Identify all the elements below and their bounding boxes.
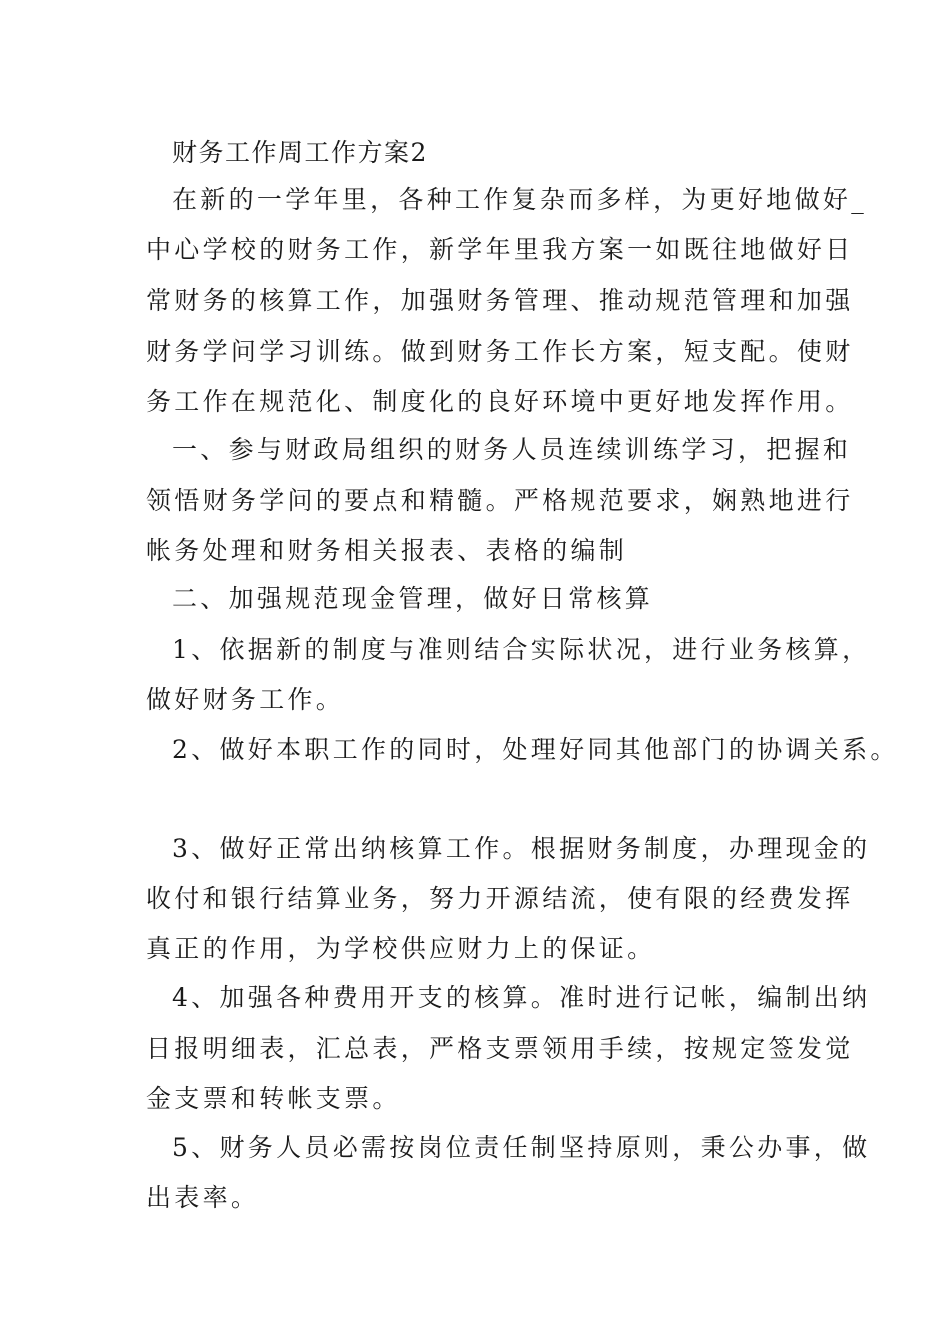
intro-line-2: 中心学校的财务工作，新学年里我方案一如既往地做好日 — [146, 235, 854, 264]
item2-line-1: 2、做好本职工作的同时，处理好同其他部门的协调关系。 — [172, 735, 899, 764]
section1-line-2: 领悟财务学问的要点和精髓。严格规范要求，娴熟地进行 — [146, 486, 854, 515]
intro-line-3: 常财务的核算工作，加强财务管理、推动规范管理和加强 — [146, 286, 854, 315]
item3-line-2: 收付和银行结算业务，努力开源结流，使有限的经费发挥 — [146, 884, 854, 913]
item4-line-3: 金支票和转帐支票。 — [146, 1084, 401, 1113]
item5-line-2: 出表率。 — [146, 1183, 260, 1212]
intro-line-4: 财务学问学习训练。做到财务工作长方案，短支配。使财 — [146, 337, 854, 366]
item4-line-1: 4、加强各种费用开支的核算。准时进行记帐，编制出纳 — [172, 983, 871, 1012]
item5-line-1: 5、财务人员必需按岗位责任制坚持原则，秉公办事，做 — [172, 1133, 871, 1162]
item4-line-2: 日报明细表，汇总表，严格支票领用手续，按规定签发觉 — [146, 1034, 854, 1063]
section1-line-3: 帐务处理和财务相关报表、表格的编制 — [146, 536, 628, 565]
item3-line-3: 真正的作用，为学校供应财力上的保证。 — [146, 934, 656, 963]
item1-line-1: 1、依据新的制度与准则结合实际状况，进行业务核算， — [172, 635, 871, 664]
section1-line-1: 一、参与财政局组织的财务人员连续训练学习，把握和 — [172, 435, 852, 464]
intro-line-1: 在新的一学年里，各种工作复杂而多样，为更好地做好_ — [172, 185, 868, 214]
section2-heading: 二、加强规范现金管理，做好日常核算 — [172, 584, 654, 613]
item1-line-2: 做好财务工作。 — [146, 685, 345, 714]
intro-line-5: 务工作在规范化、制度化的良好环境中更好地发挥作用。 — [146, 387, 854, 416]
item3-line-1: 3、做好正常出纳核算工作。根据财务制度，办理现金的 — [172, 834, 871, 863]
document-title: 财务工作周工作方案2 — [172, 138, 428, 167]
